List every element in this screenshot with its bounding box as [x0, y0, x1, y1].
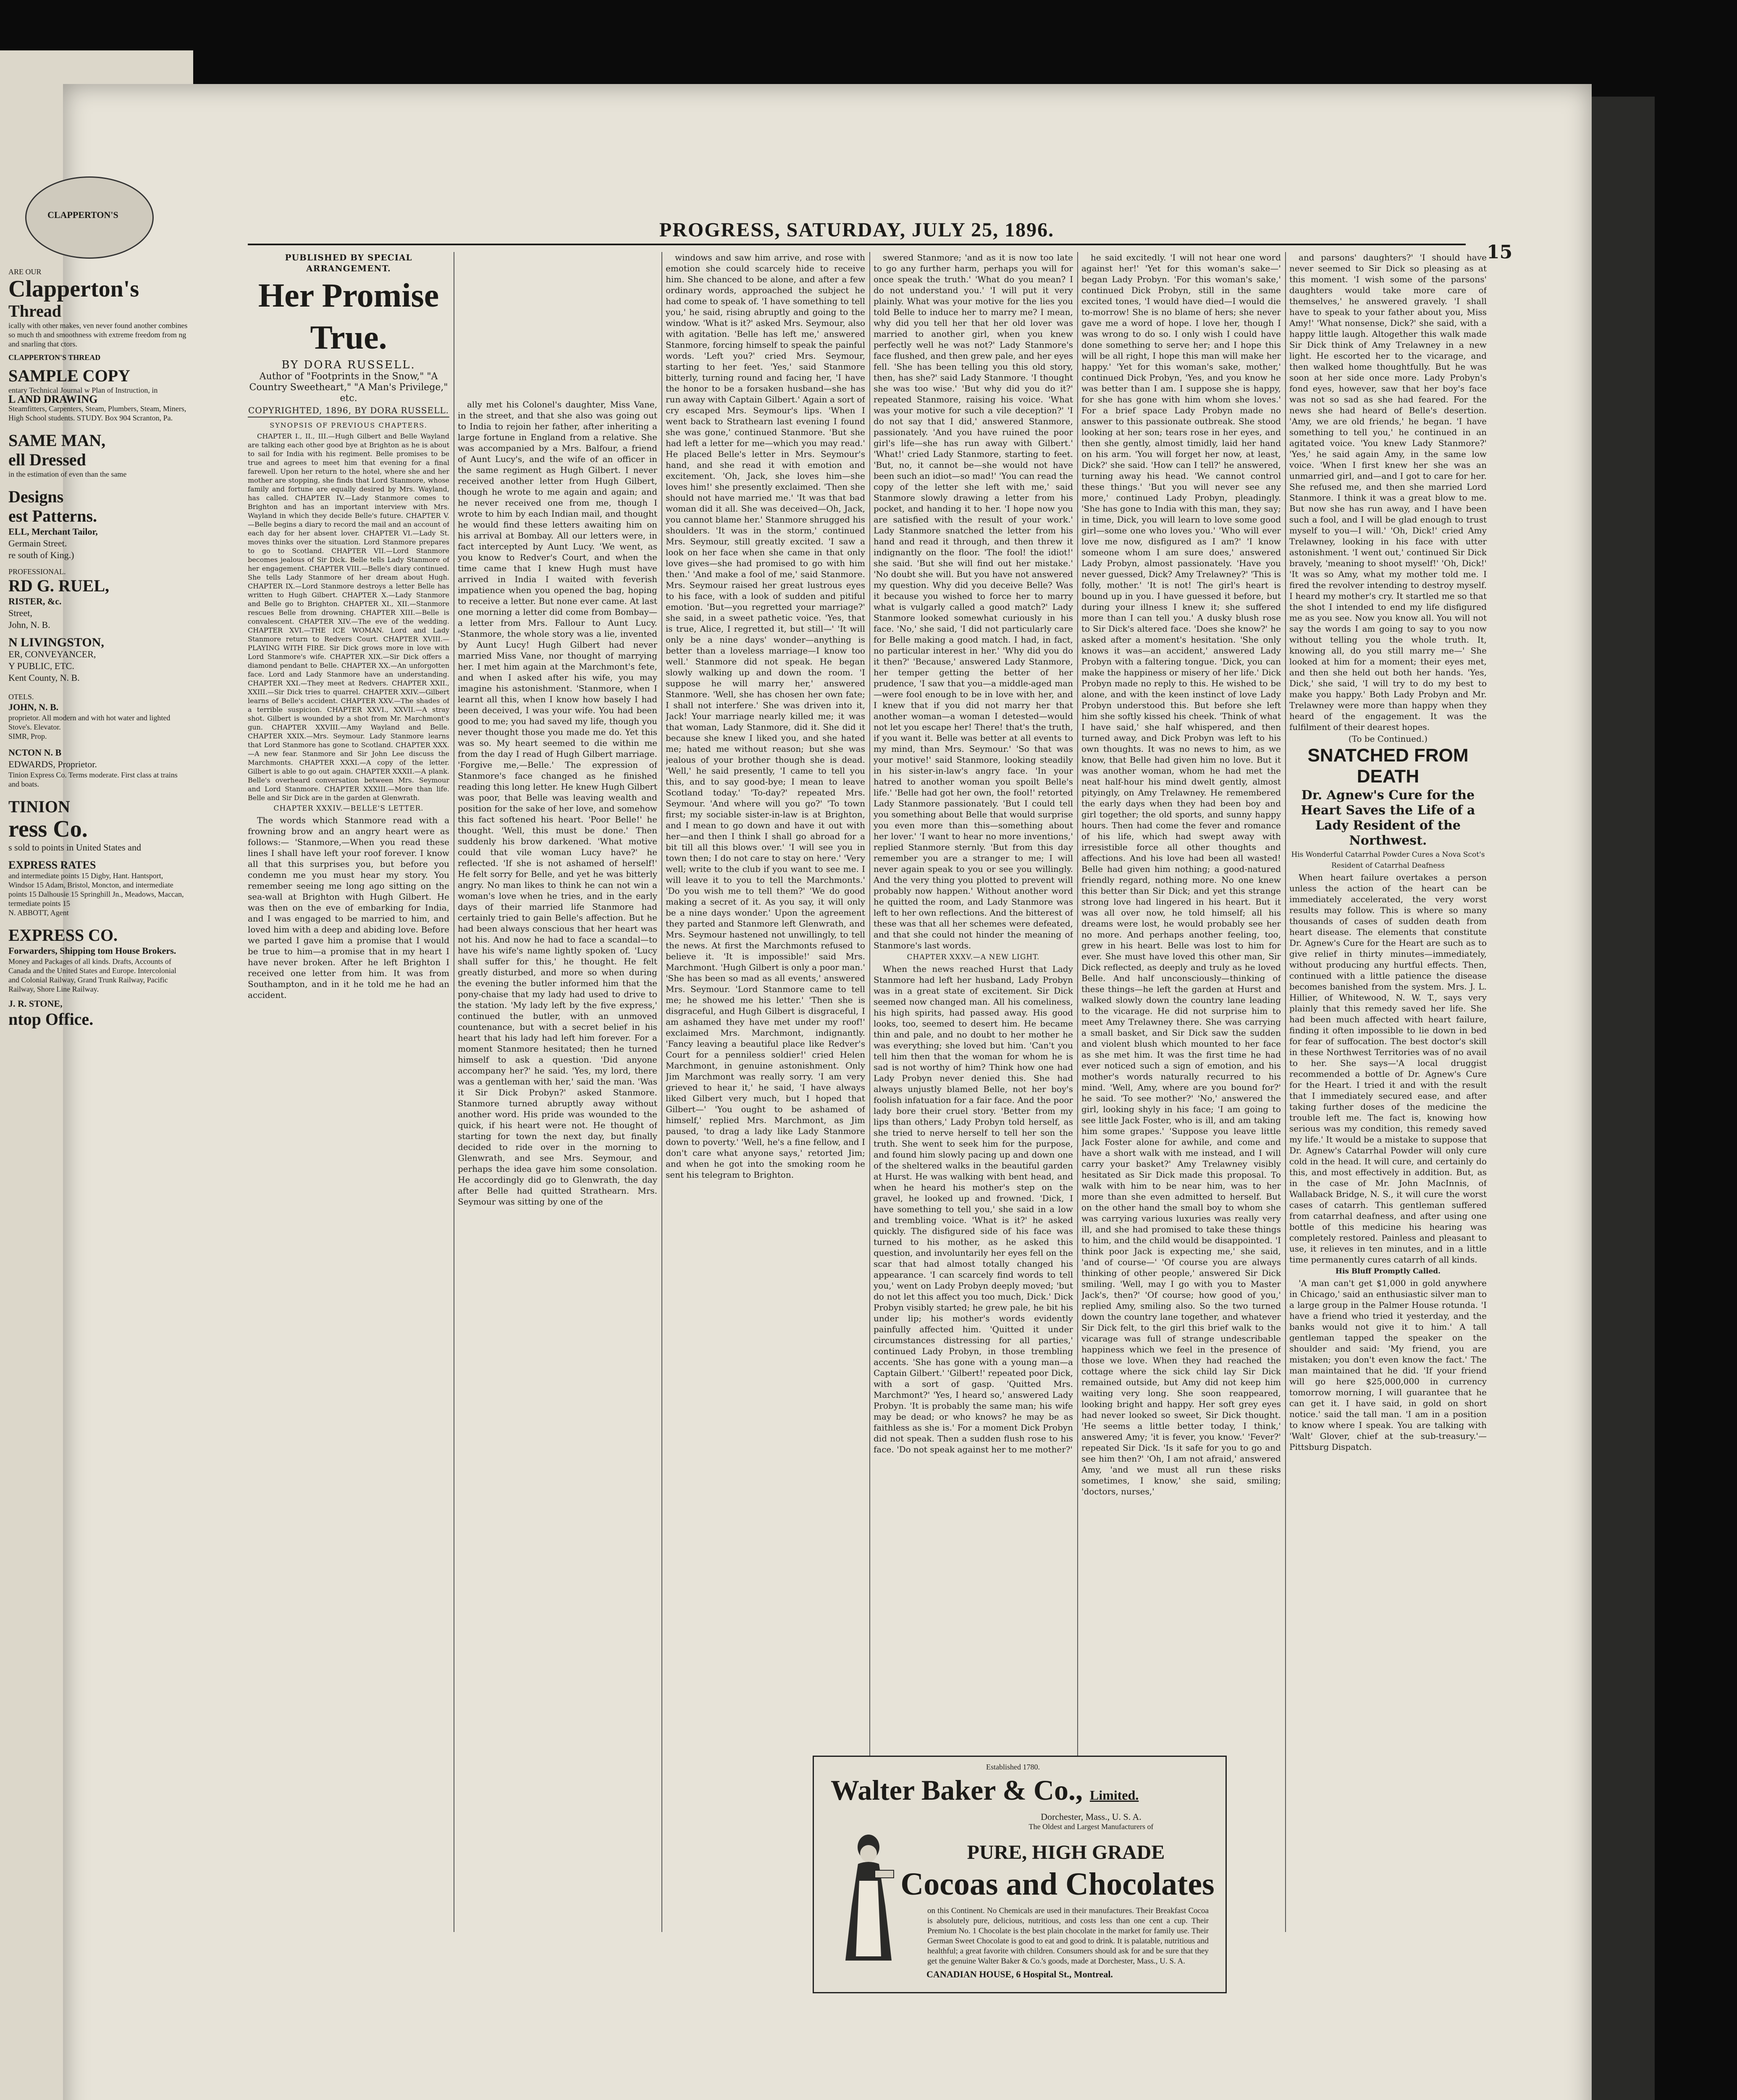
story-column-4 — [874, 252, 1073, 1747]
left-john: John, N. B. — [8, 620, 50, 630]
right-page-edge — [1592, 97, 1655, 2100]
left-south-king: re south of King.) — [8, 550, 74, 560]
left-stone: J. R. STONE, — [8, 998, 63, 1009]
bluff-subhead: His Bluff Promptly Called. — [1335, 1267, 1441, 1276]
ad-tagline: The Oldest and Largest Manufacturers of — [1029, 1822, 1154, 1831]
left-simr: SIMR, Prop. — [8, 732, 47, 740]
synopsis-heading: SYNOPSIS OF PREVIOUS CHAPTERS. — [248, 417, 449, 431]
ad-limited: Limited. — [1089, 1788, 1139, 1803]
story-text: and parsons' daughters?' 'I should have never seemed to Sir Dick so pleasing as at this moment. 'I wish some of the parsons' daughters would take more care of themselves,' he answered gravely. 'I shall have to speak to your father about you, Miss Amy!' 'What nonsense, Dick?' she said, with a happy little laugh. Altogether this walk made Sir Dick think of Amy Trelawney in a new light. He escorted her to the vicarage, and then walked home thoughtfully. But he was soon at her side once more. Lady Probyn's fond eyes, however, saw that her boy's face was not so sad as she had feared. For the news she had heard of Belle's desertion. 'Amy, we are old friends,' he began. 'I have something to tell you,' he continued in an agitated voice. 'You knew Lady Stanmore?' 'Yes,' he said again Amy, in the same low voice. 'When I first knew her she was an unmarried girl, and—and I got to care for her. She refused me, and then she married Lord Stanmore. I think it was a great blow to me. But now she has run away, and I have been such a fool, and I will be glad enough to trust myself to you—I will.' 'Oh, Dick!' cried Amy Trelawney, looking in his face with utter astonishment. 'I went out,' continued Sir Dick bravely, 'meaning to shoot myself!' 'Oh, Dick!' 'It was so Amy, what my mother told me. I fired the revolver intending to destroy myself. I heard my mother's cry. It startled me so that the shot I intended to end my life disfigured me as you see. Now you know all. You will not say the words I am going to say to you now without telling you the whole truth. It, knowing all, do you still marry me—' She looked at him for a moment; their eyes met, and then she held out both her hands. 'Yes, Dick,' she said, 'I will try to do my best to make you happy.' Both Lady Probyn and Mr. Trelawney were more than happy when they heard of the engagement. It was the fulfilment of their dearest hopes. — [1289, 252, 1487, 732]
left-public: Y PUBLIC, ETC. — [8, 661, 74, 671]
left-livingston: N LIVINGSTON, — [8, 635, 104, 649]
left-express: ress Co. — [8, 816, 88, 842]
clapperton-logo: CLAPPERTON'S — [25, 176, 154, 259]
left-drawing: L AND DRAWING — [8, 393, 98, 405]
left-estimation: in the estimation of even than the same — [8, 470, 127, 478]
left-sample: SAMPLE COPY — [8, 366, 130, 385]
ad-brand-name: Walter Baker & Co., — [831, 1774, 1083, 1806]
ad-brand — [831, 1774, 1139, 1807]
story-text: The words which Stanmore read with a frowning brow and an angry heart were as follows:— 'Stanmore,—When you read these lines I shall have left your roof forever. I know all that this surprises you, but before you condemn me you must hear my story. You remember seeing me long ago sitting on the sea-wall at Brighton with Hugh Gilbert. He was then on the eve of embarking for India, and I was engaged to be married to him, and loved him with a deep and abiding love. Before we parted I gave him a promise that I would be true to him—a promise that in my heart I have never broken. After he left Brighton I received one letter from him. It was from Southampton, and in it he told me he had an accident. — [248, 815, 449, 1000]
left-hotel-body: proprietor. All modern and with hot water and lighted Stove's. Elevator. — [8, 714, 171, 731]
byline: BY DORA RUSSELL. — [281, 359, 416, 371]
story-text: windows and saw him arrive, and rose with emotion she could scarcely hide to receive him. She chanced to be alone, and after a few ordinary words, approached the subject he had come to speak of. 'I have something to tell you,' he said, rising abruptly and going to the window. 'What is it?' asked Mrs. Seymour, also with agitation. 'Belle has left me,' answered Stanmore, forcing himself to speak the painful words. 'Left you?' cried Mrs. Seymour, starting to her feet. 'Yes,' said Stanmore bitterly, turning round and facing her, 'I have the honor to be a forsaken husband—she has run away with Captain Gilbert.' Again a sort of cry escaped Mrs. Seymour's lips. 'When I went back to Strathearn last evening I found she was gone,' continued Stanmore. 'But she had left a letter for me—which you may read.' He placed Belle's letter in Mrs. Seymour's hand, and she read it with emotion and excitement. 'Oh, Jack, she loves him—she loves him!' she presently exclaimed. 'Then she should not have married me.' 'It was that bad woman did it all. She was deceived—Oh, Jack, you cannot blame her.' Stanmore shrugged his shoulders. 'It was in the storm,' continued Mrs. Seymour, still greatly excited. 'I saw a look on her face when she came in that only love gives—she had promised to go with him then.' 'And make a fool of me,' said Stanmore. Mrs. Seymour raised her great lustrous eyes to his face, with a look of sudden and pitiful emotion. 'But—you regretted your marriage?' she said, in a sweet pathetic voice. 'Yes, that is true, Alice, I regretted it, but still—' 'It will only be a nine days' wonder—anything is better than a loveless marriage—I know too well.' Stanmore did not speak. He began slowly walking up and down the room. 'I suppose he will marry her,' answered Stanmore. 'Well, she has chosen her own fate; I shall not interfere.' She was driven into it, Jack! Your marriage nearly killed me; it was that woman, Lady Stanmore, did it. She did it because she knew I liked you, and she hated me; hated me without reason; but she was jealous of your brother though she is dead. 'Well,' he said presently, 'I came to tell you this, and to say good-bye; I mean to leave Scotland today.' 'To-day?' repeated Mrs. Seymour. 'And where will you go?' 'To town first; my sociable sister-in-law is at Brighton, and I mean to go down and have it out with her—and then I think I shall go abroad for a bit till all this blows over.' 'I will see you in town then; I do not care to stay on here.' 'Very well; write to the club if you want to see me. I will leave it to you to tell the Marchmonts.' 'Do you wish me to tell them?' 'We do good making a secret of it. As you say, it will only be a nine days wonder.' Upon the agreement they parted and Stanmore left Glenwrath, and Mrs. Seymour hastened not unwillingly, to tell the news. At first the Marchmonts refused to believe it. 'It is impossible!' said Mrs. Marchmont. 'Hugh Gilbert is only a poor man.' 'She has been so mad as all events,' answered Mrs. Seymour. 'Lord Stanmore came to tell me; he showed me his letter.' 'Then she is disgraceful, and Hugh Gilbert is disgraceful, I am ashamed they have met under my roof!' exclaimed Mrs. Marchmont, indignantly. 'Fancy leaving a beautiful place like Redver's Court for a penniless soldier!' cried Helen Marchmont, in genuine astonishment. Only Jim Marchmont was really sorry. 'I am very grieved to hear it,' he said, 'I have always liked Gilbert very much, but I hoped that Gilbert—' 'You ought to be ashamed of himself,' replied Mrs. Marchmont, as Jim paused, 'to drag a lady like Lady Stanmore down to poverty.' 'Well, he's a fine fellow, and I don't care what anyone says,' retorted Jim; and when he got into the smoking room he sent his telegram to Brighton. — [666, 252, 865, 1180]
left-well-dressed: ell Dressed — [8, 450, 86, 469]
left-gilbert: N. ABBOTT, Agent — [8, 908, 69, 917]
story-text: he said excitedly. 'I will not hear one word against her!' 'Yet for this woman's sake—' began Lady Probyn. 'For this woman's sake,' continued Dick Probyn, still in the same excited tones, 'I would have died—I would die to-morrow! She is no blame of hers; she never gave me a word of hope. I love her, though I was wrong to do so. I only wish I could have done something to serve her; and I hope this will be all right, I hope this man will make her happy.' 'Yet for this woman's sake, mother,' continued Dick Probyn, 'Yes, and you know he was better than I am. I suppose she is happy, for she has gone with him whom she loves.' For a brief space Lady Probyn made no answer to this passionate outbreak. She stood looking at her son; tears rose in her eyes, and then she gently, almost timidly, laid her hand on his arm. 'You will forget her now, at least, Dick?' she said. 'How can I tell?' he answered, turning away his head. 'We cannot control these things.' 'But you will never see any more,' continued Lady Probyn, pleadingly. 'She has gone to India with this man, they say; in time, Dick, you will learn to love some good girl—some one who loves you.' 'Who will ever love me now, disfigured as I am?' 'I know someone whom I am sure does,' answered Lady Probyn, almost passionately. 'Have you never guessed, Dick? Amy Trelawney?' 'This is folly, mother.' 'It is not! The girl's heart is bound up in you. I have guessed it before, but during your illness I knew it; she suffered more than I can tell you.' A dusky blush rose to Sir Dick's altered face. 'Does she know?' he asked after a moment's hesitation. 'She only knows it was—an accident,' answered Lady Probyn with a faltering tongue. 'Dick, you can make the happiness or misery of her life.' Dick Probyn made no reply to this. He wished to be alone, and with the keen instinct of love Lady Probyn understood this. But before she left him she softly kissed his cheek. 'Think of what I have said,' she half whispered, and then turned away, and Dick Probyn was left to his own thoughts. It was no news to him, as we know, that Belle had given him no love. But it was another woman, whom he had met the neat half-hour his mind dwelt gently, almost pityingly, on Amy Trelawney. He remembered the early days when they had been boy and girl together; the old sports, and sunny happy hours. Then had come the fever and romance of his life, which had swept away with irresistible force all other thoughts and affections. And his love had been all wasted! Belle had given him nothing; a good-natured friendly regard, nothing more. No one knew this better than Sir Dick; and yet this strange strong love had lingered in his heart. But it was all over now, he told himself; all his dreams were lost, he would probably see her no more. And perhaps another feeling, too, grew in his heart. Belle was lost to him for ever. She must have loved this other man, Sir Dick reflected, as deeply and truly as he loved Belle. And half unconsciously—thinking of these things—he left the garden at Hurst and walked slowly down the country lane leading to the vicarage. He did not surprise him to meet Amy Trelawney there. She was carrying a small basket, and Sir Dick saw the sudden and violent blush which mounted to her face as she met him. It was the first time he had ever noticed such a sign of emotion, and his mother's words naturally recurred to his mind. 'Well, Amy, where are you bound for?' he said. 'To see mother?' 'No,' answered the girl, looking shyly in his face; 'I am going to see little Jack Foster, who is ill, and am taking him some grapes.' 'Suppose you leave little Jack Foster alone for awhile, and come and have a short walk with me instead, and I will carry your basket?' Amy Trelawney visibly hesitated as Sir Dick made this proposal. To walk with him to be near him, was to her more than she even admitted to herself. But on the other hand the small boy to whom she was carrying various luxuries was really very ill, and she had promised to take these things to him, and the child would be disappointed. 'I think poor Jack is expecting me,' she said, 'and of course—' 'Of course you are always thinking of other people,' answered Sir Dick smiling. 'Well, may I go with you to Master Jack's, then?' 'Of course; how good of you,' replied Amy, smiling also. So the two turned down the country lane together, and whatever Sir Dick felt, to the girl this brief walk to the vicarage was full of strange undescribable happiness which we feel in the presence of those we love. When they had reached the cottage where the sick child lay Sir Dick remained outside, but Amy did not keep him waiting very long. She soon reappeared, looking bright and happy. Her soft grey eyes had never looked so sweet, Sir Dick thought. 'He seems a little better today, I think,' answered Amy; 'it is fever, you know.' 'Fever?' repeated Sir Dick. 'Is it safe for you to go and see him then?' 'Oh, I am not afraid,' answered Amy, 'and we must all run these risks sometimes, I know,' she said, smiling; 'doctors, nurses,' — [1081, 252, 1281, 1496]
column-rule — [869, 252, 870, 1932]
snatched-text: When heart failure overtakes a person unless the action of the heart can be immediately accelerated, the very worst results may follow. This is where so many thousands of cases of sudden death from heart disease. The elements that constitute Dr. Agnew's Cure for the Heart are such as to give relief in thirty minutes—immediately, without producing any hurtful effects. Then, continued with a little patience the disease becomes banished from the system. Mrs. J. L. Hillier, of Whitewood, N. W. T., says very plainly that this remedy saved her life. She had been much affected with heart failure, finding it often impossible to lie down in bed for fear of suffocation. The best doctor's skill in these Northwest Territories was of no avail to her. She says—'A local druggist recommended a bottle of Dr. Agnew's Cure for the Heart. I tried it and with the result that I immediately secured ease, and after taking further doses of the medicine the trouble left me. The fact is, knowing how serious was my condition, this remedy saved my life.' It would be a mistake to suppose that Dr. Agnew's Catarrhal Powder will only cure cold in the head. It will cure, and certainly do this, and most effectively in addition. But, as in the case of Mr. John MacInnis, of Wallaback Bridge, N. S., it will cure the worst cases of catarrh. This gentleman suffered from catarrhal deafness, and after using one bottle of this medicine his hearing was completely restored. Painless and pleasant to use, it relieves in ten minutes, and in a little time permanently cures catarrh of all kinds. — [1289, 872, 1487, 1265]
left-patterns: est Patterns. — [8, 507, 97, 525]
left-same-man: SAME MAN, — [8, 431, 106, 450]
left-professional: PROFESSIONAL. — [8, 567, 66, 576]
ad-description: on this Continent. No Chemicals are used in their manufactures. Their Breakfast Cocoa is absolutely pure, delicious, nutritious, and costs less than one cent a cup. Their Premium No. 1 Chocolate is the best plain chocolate in the market for family use. Their German Sweet Chocolate is good to eat and good to drink. It is palatable, nutritious and healthful; a great favorite with children. Consumers should ask for and be sure that they get the genuine Walter Baker & Co.'s goods, made at Dorchester, Mass., U. S. A. — [927, 1906, 1209, 1966]
left-rates-body: and intermediate points 15 Digby, Hant. Hantsport, Windsor 15 Adam, Bristol, Moncton, and intermediate points 15 Dalhousie 15 Springhill Jn., Meadows, Maccan, termediate points 15 — [8, 872, 184, 908]
chocolate-girl-illustration — [835, 1830, 902, 1965]
left-supt: ntop Office. — [8, 1010, 94, 1029]
left-express-rates: EXPRESS RATES — [8, 859, 96, 871]
bluff-text: 'A man can't get $1,000 in gold anywhere in Chicago,' said an enthusiastic silver man to a large group in the Palmer House rotunda. 'I have a friend who tried it yesterday, and the banks would not give it to him.' A tall gentleman tapped the speaker on the shoulder and said: 'My friend, you are mistaken; you don't even know the fact.' The man maintained that he did. 'If your friend will go here $25,000,000 in currency tomorrow morning, I will guarantee that he can get it. I have said, in gold on short notice.' said the tall man. 'I am in a position to know where I speak. You are talking with 'Walt' Glover, chief at the sub-treasury.'—Pittsburg Dispatch. — [1289, 1278, 1487, 1452]
ad-location — [973, 1811, 1209, 1831]
story-text: When the news reached Hurst that Lady Stanmore had left her husband, Lady Probyn was in a great state of excitement. Sir Dick seemed now changed man. All his comeliness, his high spirits, had passed away. His good looks, too, seemed to desert him. He became thin and pale, and no doubt to her mother he was everything; she loved but him. 'Can't you tell him then that the woman for whom he is sad is not worthy of him? Think how one had Lady Probyn never denied this. She had always unjustly blamed Belle, not her boy's foolish infatuation for a fair face. And the poor lady bore their cruel story. 'Better from my lips than others,' Lady Probyn told herself, as she tried to nerve herself to tell her son the truth. She went to seek him for the purpose, and found him slowly pacing up and down one of the sheltered walks in the beautiful garden at Hurst. He was walking with bent head, and when he heard his mother's step on the gravel, he looked up and frowned. 'Dick, I have something to tell you,' she said in a low and trembling voice. 'What is it?' he asked quickly. The disfigured side of his face was turned to his mother, as he asked this question, and involuntarily her eyes fell on the scar that had almost totally changed his appearance. 'I can scarcely find words to tell you,' went on Lady Probyn deeply moved; 'but do not let this affect you too much, Dick.' Dick Probyn visibly started; he grew pale, he bit his under lip; his mother's words evidently painfully affected him. 'Quitted it under circumstances distressing for all parties,' continued Lady Probyn, in those trembling accents. 'She has gone with a young man—a Captain Gilbert.' 'Gilbert!' repeated poor Dick, with a sort of gasp. 'Quitted Mrs. Marchmont?' 'Yes, I heard so,' answered Lady Probyn. 'It is probably the same man; his wife may be dead; or who knows? he may be as faithless as she is.' For a moment Dick Probyn did not speak. Then a sudden flush rose to his face. 'Do not speak against her to me mother?' — [874, 964, 1073, 1454]
left-sample-body: entary Technical Journal w Plan of Instruction, in — [8, 386, 158, 394]
synopsis-text: CHAPTER I., II., III.—Hugh Gilbert and Belle Wayland are talking each other good bye at Brighton as he is about to sail for India with his regiment. Belle promises to be true and agrees to meet him that evening for a final farewell. Upon her return to the hotel, where she and her mother are stopping, she finds that Lord Stanmore, whose family and fortune are equally desired by Mrs. Wayland, has called. CHAPTER IV.—Lady Stanmore comes to Brighton and has an important interview with Mrs. Wayland in which they decide Belle's future. CHAPTER V.—Belle begins a diary to record the mail and an account of each day for her absent lover. CHAPTER VI.—Lady St. moves thinks over the situation. Lord Stanmore prepares to go to Scotland. CHAPTER VII.—Lord Stanmore becomes jealous of Sir Dick. Belle tells Lady Stanmore of her engagement. CHAPTER VIII.—Belle's diary continued. She tells Lady Stanmore of her dream about Hugh. CHAPTER IX.—Lord Stanmore destroys a letter Belle has written to Hugh Gilbert. CHAPTER X.—Lady Stanmore and Belle go to Brighton. CHAPTER XI., XII.—Stanmore rescues Belle from drowning. CHAPTER XIII.—Belle is convalescent. CHAPTER XIV.—The eve of the wedding. CHAPTER XVI.—THE ICE WOMAN. Lord and Lady Stanmore return to Redvers Court. CHAPTER XVIII.—PLAYING WITH FIRE. Sir Dick grows more in love with Lord Stanmore's wife. CHAPTER XIX.—Sir Dick offers a diamond pendant to Belle. CHAPTER XX.—An unforgotten face. Lord and Lady Stanmore have an understanding. CHAPTER XXI.—They meet at Redvers. CHAPTER XXII., XXIII.—Sir Dick tries to quarrel. CHAPTER XXIV.—Gilbert learns of Belle's accident. CHAPTER XXV.—The shades of a terrible suspicion. CHAPTER XXVI., XXVII.—A stray shot. Gilbert is wounded by a shot from Mr. Marchmont's gun. CHAPTER XXVIII.—Amy Wayland and Belle. CHAPTER XXIX.—Mrs. Seymour. Lady Stanmore learns that Lord Stanmore has gone to Scotland. CHAPTER XXX.—A new fear. Stanmore and Sir John Lee discuss the Marchmonts. CHAPTER XXXI.—A copy of the letter. Gilbert is able to go out again. CHAPTER XXXII.—A plank. Belle's overheard conversation between Mrs. Seymour and Lord Stanmore. CHAPTER XXXIII.—More than life. Belle and Sir Dick are in the garden at Glenwrath. — [248, 432, 449, 802]
snatched-deck: His Wonderful Catarrhal Powder Cures a Nova Scot's Resident of Catarrhal Deafness — [1291, 850, 1485, 870]
masthead: PROGRESS, SATURDAY, JULY 25, 1896. — [248, 218, 1466, 245]
left-conveyancer: ER, CONVEYANCER, — [8, 649, 96, 659]
column-rule — [1285, 252, 1286, 1932]
snatched-headline: SNATCHED FROM DEATH — [1307, 745, 1469, 787]
snatched-subhead: Dr. Agnew's Cure for the Heart Saves the Life of a Lady Resident of the Northwest. — [1301, 788, 1475, 848]
chapter-heading: CHAPTER XXXV.—A NEW LIGHT. — [907, 953, 1040, 961]
left-edwards: EDWARDS, Proprietor. — [8, 759, 97, 769]
left-ad-text: ically with other makes, ven never found another combines so much th and smoothness with extreme freedom from ng and snarling that ctors. — [8, 321, 188, 348]
page-number: 15 — [1487, 242, 1513, 263]
left-hotels: OTELS. — [8, 693, 34, 701]
left-express-co: EXPRESS CO. — [8, 926, 118, 945]
left-tinion: TINION — [8, 797, 70, 816]
left-barrister: RISTER, &c. — [8, 596, 62, 606]
column-rule — [661, 252, 662, 1932]
story-text: ally met his Colonel's daughter, Miss Vane, in the street, and that she also was going out to India to rejoin her father, after inheriting a large fortune in England from a relative. She was accompanied by a Mrs. Balfour, a friend of Aunt Lucy's, and the wife of an officer in the same regiment as Hugh Gilbert. I never received another letter from Hugh Gilbert, though he wrote to me again and again; and he never received one from me, though I wrote to him by each Indian mail, and thought he would find these letters awaiting him on his arrival at Bombay. All our letters were, in fact intercepted by Aunt Lucy. 'We went, as you know to Redver's Court, and when the time came that I knew Hugh must have arrived in India I waited with feverish impatience when you opened the bag, hoping to receive a letter. But none ever came. At last one morning a letter did come from Bombay—a letter from Mrs. Fallour to Aunt Lucy. 'Stanmore, the whole story was a lie, invented by Aunt Lucy! Hugh Gilbert had never married Miss Vane, nor thought of marrying her. I met him again at the Marchmont's fete, and when I asked after his wife, you may imagine his astonishment. 'Stanmore, when I learnt all this, when I know how basely I had been deceived, I was your wife. You had been good to me; you had saved my life, though you never thought those you made me do. Yet this was so. My heart seemed to die within me from the day I read of Hugh Gilbert marriage. 'Forgive me,—Belle.' The expression of Stanmore's face changed as he finished reading this long letter. He knew Hugh Gilbert was poor, that Belle was leaving wealth and position for the sake of her love, and somehow this fact softened his heart. 'Poor Belle!' he thought. 'Well, this must be done.' Then suddenly his brow darkened. 'What motive could that vile woman Lucy have?' he reflected. 'If she is not ashamed of herself!' He felt sorry for Belle, and yet he was bitterly angry. No man likes to think he can not win a woman's love when he tries, and in the early days of their married life Stanmore had certainly tried to gain Belle's affection. But he had been always conscious that her heart was not his. And now he had to face a scandal—to have his wife's name lightly spoken of. 'Lucy shall suffer for this,' he thought. He felt greatly disturbed, and more so when during the evening the butler informed him that the pony-chaise that my lady had used to drive to the station. 'My lady left by the five express,' continued the butler, with an unmoved countenance, but with a secret belief in his heart that his lady had left him forever. For a moment Stanmore hesitated; then he turned himself to ask a question. 'Did anyone accompany her?' he said. 'Yes, my lord, there was a gentleman with her,' said the man. 'Was it Sir Dick Probyn?' asked Stanmore. Stanmore turned abruptly away without another word. His pride was wounded to the quick, if his heart were not. He thought of starting for town the next day, but finally decided to ride over in the morning to Glenwrath, and see Mrs. Seymour, and perhaps the idea gave him some consolation. He accordingly did go to Glenwrath, the day after Belle had quitted Strathearn. Mrs. Seymour was sitting by one of the — [458, 399, 657, 1207]
left-ruel: RD G. RUEL, — [8, 576, 110, 595]
left-express-body: s sold to points in United States and — [8, 842, 141, 853]
left-kent: Kent County, N. B. — [8, 672, 80, 683]
left-line: ARE OUR — [8, 268, 42, 276]
left-forwarders: Forwarders, Shipping tom House Brokers. — [8, 945, 176, 956]
story-text: swered Stanmore; 'and as it is now too late to go any further harm, perhaps you will for once speak the truth.' 'What do you mean? I do not understand you.' 'I will put it very plainly. What was your motive for the lies you told Belle to induce her to marry me? I mean, why did you tell her that her old lover was married to another girl, when you knew perfectly well he was not?' Lady Stanmore's face flushed, and then grew pale, and her eyes fell. 'She has been telling you this old story, then, has she?' said Lady Stanmore. 'I thought she was too wise.' 'But why did you do it?' repeated Stanmore, raising his voice. 'What was your motive for such a vile deception?' 'I do not say that I did,' answered Stanmore, passionately. 'And you have ruined the poor girl's life—she has run away with Gilbert.' 'What!' cried Lady Stanmore, starting to feet. 'But, no, it cannot be—she would not have been such an idiot—so mad!' 'You can read the copy of the letter she left with me,' said Stanmore slowly drawing a letter from his pocket, and handing it to her. 'I hope now you are satisfied with the result of your work.' Lady Stanmore snatched the letter from his hand and read it through, and then threw it indignantly on the floor. 'The fool! the idiot!' she said. 'But she will find out her mistake.' 'No doubt she will. But you have not answered my question. Why did you deceive Belle? Was it because you wished to force her to marry what is vulgarly called a good match?' Lady Stanmore looked somewhat curiously in his face. 'No,' she said, 'I did not particularly care for Belle making a good match. I had, in fact, no particular interest in her.' 'Why did you do it then?' 'Because,' answered Lady Stanmore, her temper getting the better of her prudence, 'I saw that you—a middle-aged man—were fool enough to be in love with her, and I knew that if you did not marry her that another woman—a woman I detested—would not let you escape her! There! that's the truth, if you want it. Belle was better at all events to my mind, than Mrs. Seymour.' 'So that was your motive!' said Stanmore, looking steadily in his sister-in-law's angry face. 'In your hatred to another woman you spoilt Belle's life.' 'Belle had got her own, the fool!' retorted Lady Stanmore passionately. 'But I could tell you something about Belle that would surprise you even more than this—something about her lover.' 'I want to hear no more inventions,' replied Stanmore sternly. 'But from this day remember you are a stranger to me; I will never again speak to you or see you willingly. And the very thing you plotted to prevent will probably now happen.' Without another word he quitted the room, and Lady Stanmore was left to her own reflections. And the bitterest of these was that all her schemes were defeated, and that she could not hinder the meaning of Stanmore's last words. — [874, 252, 1073, 950]
story-title: Her Promise True. — [258, 277, 439, 356]
copyright: COPYRIGHTED, 1896, BY DORA RUSSELL. — [248, 405, 449, 415]
left-forwarders-body: Money and Packages of all kinds. Drafts, Accounts of Canada and the United States and Europe. Intercolonial and Colonial Railway, Grand Trunk Railway, Pacific Railway, Shore Line Railway. — [8, 957, 176, 993]
story-column-6 — [1289, 252, 1487, 2003]
neighbor-page-column — [8, 176, 189, 2100]
ad-address: CANADIAN HOUSE, 6 Hospital St., Montreal. — [926, 1969, 1113, 1979]
left-designs: Designs — [8, 487, 64, 506]
ad-pure: PURE, HIGH GRADE — [967, 1841, 1165, 1864]
ad-location-text: Dorchester, Mass., U. S. A. — [1041, 1811, 1141, 1822]
left-tailor: ELL, Merchant Tailor, — [8, 526, 98, 537]
left-brand2: Thread — [8, 302, 61, 320]
chapter-heading: CHAPTER XXXIV.—BELLE'S LETTER. — [273, 804, 424, 813]
story-column-2 — [458, 399, 657, 2003]
story-column-1 — [248, 252, 449, 1995]
story-column-3 — [666, 252, 865, 2003]
story-column-5 — [1081, 252, 1281, 1747]
author-note: Author of "Footprints in the Snow," "A Country Sweetheart," "A Man's Privilege," etc. — [249, 371, 448, 404]
walter-baker-ad — [813, 1756, 1227, 1993]
left-ad-brand: CLAPPERTON'S THREAD — [8, 353, 101, 362]
left-brand: Clapperton's — [8, 276, 139, 302]
left-john-nb: JOHN, N. B. — [8, 702, 59, 712]
left-drawing-body: Steamfitters, Carpenters, Steam, Plumbers, Steam, Miners, High School students. STUDY. Box 904 Scranton, Pa. — [8, 404, 186, 422]
left-street: Street, — [8, 608, 32, 618]
ad-cocoas: Cocoas and Chocolates — [900, 1866, 1215, 1902]
column-rule — [1077, 252, 1078, 1932]
pub-note: PUBLISHED BY SPECIAL ARRANGEMENT. — [285, 252, 412, 273]
left-edwards-body: Tinion Express Co. Terms moderate. First class at trains and boats. — [8, 771, 178, 788]
to-be-continued: (To be Continued.) — [1348, 734, 1428, 744]
left-moncton: NCTON N. B — [8, 747, 62, 758]
ad-established: Established 1780. — [986, 1763, 1040, 1771]
left-germain: Germain Street. — [8, 538, 67, 549]
